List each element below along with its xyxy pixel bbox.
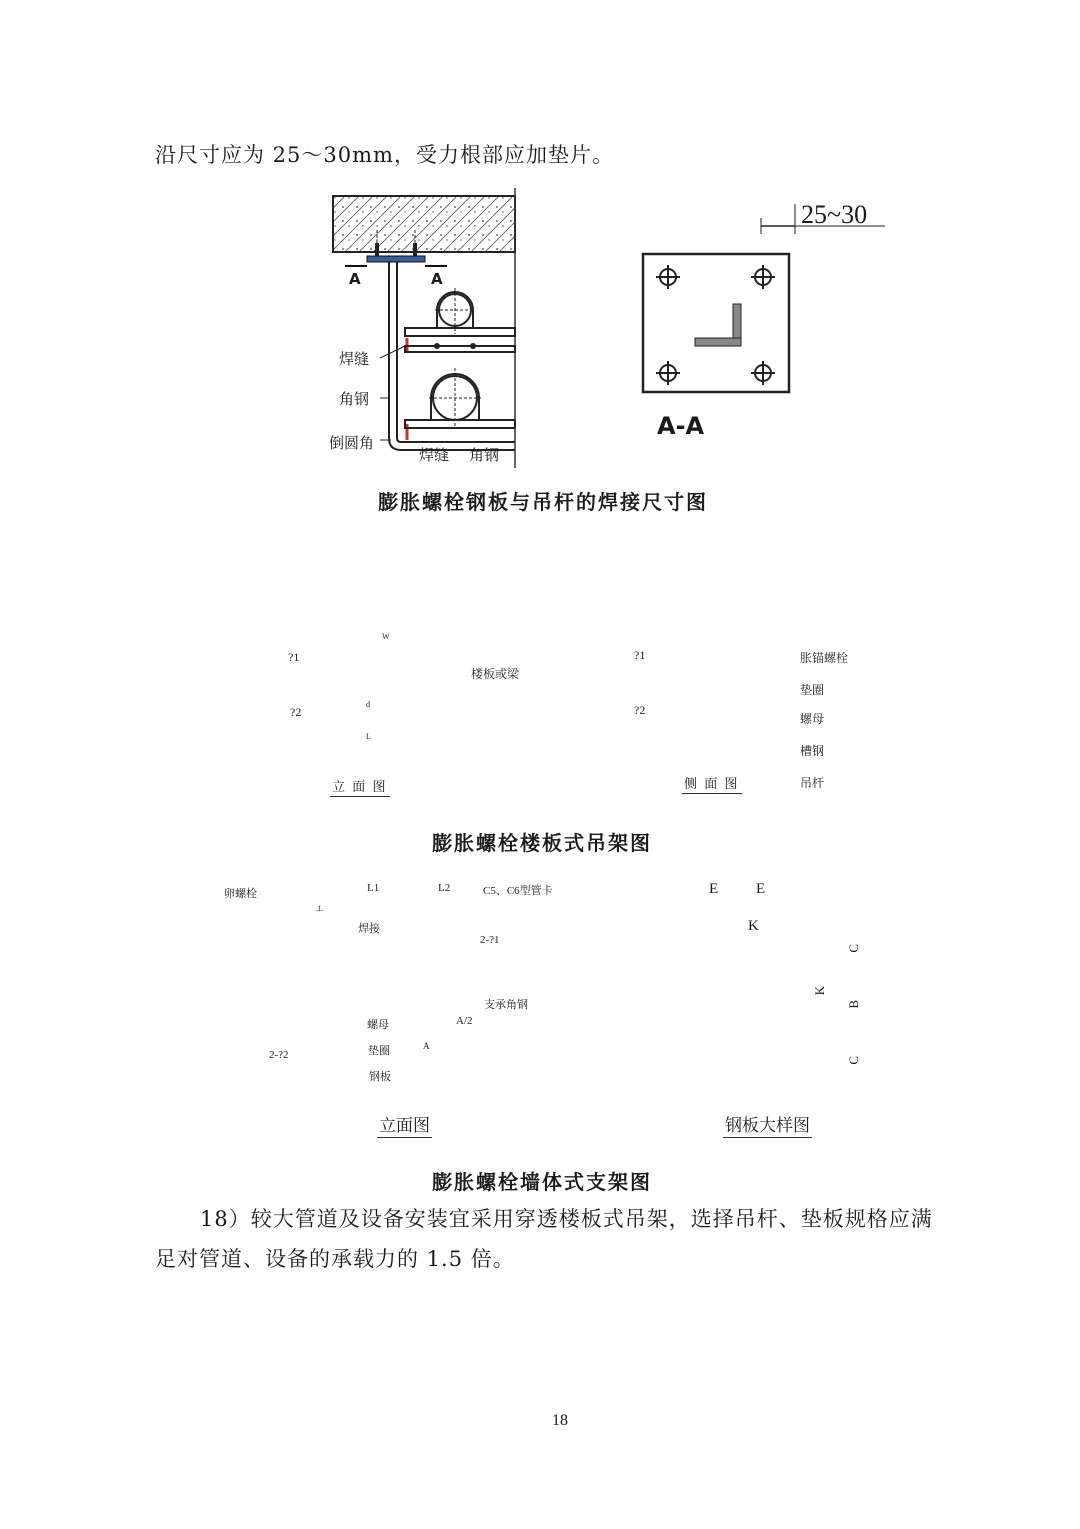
paragraph-18-line2: 足对管道、设备的承载力的 1.5 倍。	[155, 1247, 515, 1271]
concrete-slab	[333, 196, 515, 252]
label-channel-steel: 槽钢	[800, 744, 825, 758]
label-pipe-clamp: C5、C6型管卡	[483, 885, 553, 897]
label-hanger-rod: 吊杆	[800, 776, 825, 790]
plate-detail	[643, 254, 789, 392]
section-mark-a-right: A	[431, 270, 443, 288]
label-q2-left: ?2	[290, 705, 302, 719]
label-2-q2: 2-?2	[269, 1049, 289, 1061]
label-c1: C	[846, 944, 861, 953]
label-k1: K	[748, 918, 759, 934]
label-angle-steel-bottom: 角钢	[469, 446, 500, 464]
label-bolt: 卵螺栓	[224, 888, 257, 900]
label-t: .t.	[316, 903, 324, 913]
label-plate: 钢板	[369, 1071, 391, 1083]
label-b: B	[846, 1000, 861, 1009]
label-weld-bottom: 焊缝	[419, 446, 450, 464]
label-angle-steel: 角钢	[339, 390, 370, 408]
label-e2: E	[756, 881, 766, 897]
label-l1: L1	[367, 882, 380, 894]
subtitle-side-view: 侧 面 图	[682, 773, 742, 794]
label-l2: L2	[438, 882, 451, 894]
label-q1-left: ?1	[288, 650, 300, 664]
label-q2-right: ?2	[634, 703, 646, 717]
figure-caption-welding: 膨胀螺栓钢板与吊杆的焊接尺寸图	[378, 490, 708, 514]
label-slab-or-beam: 楼板或梁	[471, 667, 520, 681]
label-nut: 螺母	[800, 712, 825, 726]
label-c2: C	[846, 1056, 861, 1065]
subtitle-elevation: 立面图	[377, 1111, 432, 1138]
subtitle-elevation: 立 面 图	[330, 776, 390, 797]
label-washer: 垫圈	[800, 683, 825, 697]
label-welding: 焊接	[358, 923, 380, 935]
dimension-25-30: 25~30	[801, 200, 868, 229]
figure-caption-floor-hanger: 膨胀螺栓楼板式吊架图	[432, 831, 652, 855]
label-w: W	[382, 632, 390, 641]
label-e1: E	[709, 881, 719, 897]
label-weld: 焊缝	[339, 350, 370, 368]
label-l: L	[366, 732, 371, 741]
label-a-half: A/2	[456, 1015, 473, 1027]
label-k2: K	[812, 986, 827, 996]
label-2-q1: 2-?1	[480, 934, 500, 946]
paragraph-continuation: 沿尺寸应为 25～30mm，受力根部应加垫片。	[155, 143, 614, 167]
label-washer: 垫圈	[368, 1045, 390, 1057]
label-anchor-bolt: 胀锚螺栓	[800, 651, 849, 665]
figure-floor-hanger	[0, 630, 1080, 810]
view-label-a-a: A-A	[657, 412, 705, 440]
figure-caption-wall-bracket: 膨胀螺栓墙体式支架图	[432, 1170, 652, 1194]
figure-wall-bracket	[0, 876, 1080, 1141]
label-nut: 螺母	[367, 1019, 389, 1031]
subtitle-plate-detail: 钢板大样图	[723, 1111, 812, 1138]
label-a: A	[423, 1041, 430, 1051]
page-number: 18	[552, 1412, 568, 1429]
label-fillet: 倒圆角	[329, 434, 375, 452]
welding-dimension-drawing	[325, 188, 895, 473]
label-q1-right: ?1	[634, 648, 646, 662]
figure-welding-dimension	[325, 188, 895, 473]
section-mark-a-left: A	[349, 270, 361, 288]
label-support-angle: 支承角钢	[484, 999, 528, 1011]
paragraph-18-line1: 18）较大管道及设备安装宜采用穿透楼板式吊架，选择吊杆、垫板规格应满	[200, 1207, 933, 1231]
label-d: d	[366, 700, 370, 709]
